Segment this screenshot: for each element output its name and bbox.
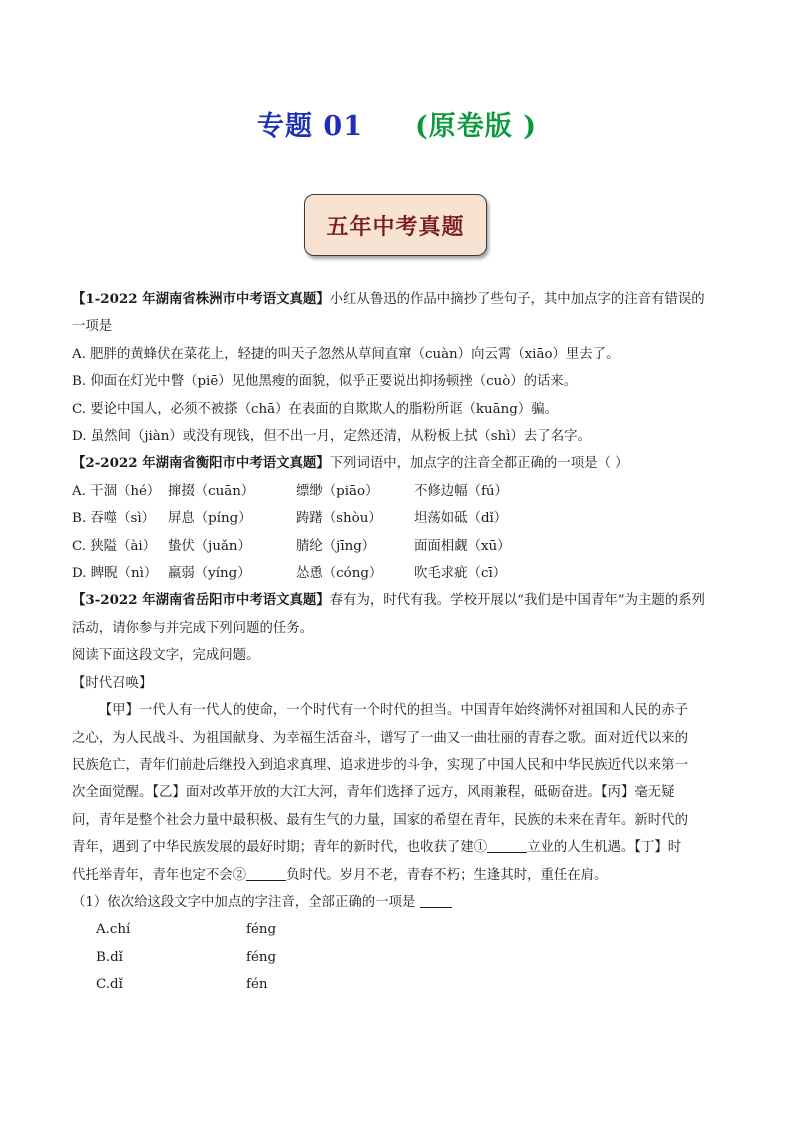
q2-cell: 不修边幅（fú） — [414, 483, 508, 499]
q1-stem — [72, 286, 724, 313]
q3-section-heading: 【时代召唤】 — [72, 675, 153, 691]
q1-source: 【1-2022 年湖南省株洲市中考语文真题】 — [72, 291, 330, 307]
q2-cell: 撺掇（cuān） — [168, 483, 255, 499]
section-badge: 五年中考真题 — [304, 194, 487, 256]
q3-instruction: 阅读下面这段文字，完成问题。 — [72, 648, 260, 664]
title-main: 专题 01 — [257, 111, 364, 142]
q2-cell: 坦荡如砥（dǐ） — [414, 511, 508, 527]
q2-source: 【2-2022 年湖南省衡阳市中考语文真题】 — [72, 455, 330, 472]
passage-line: 【甲】一代人有一代人的使命，一个时代有一个时代的担当。中国青年始终满怀对祖国和人民的赤子 — [98, 703, 688, 719]
q2-cell: 缥缈（piāo） — [296, 483, 379, 499]
passage-line — [72, 834, 724, 861]
answer-blank[interactable] — [420, 892, 452, 908]
q2-cell: 屏息（píng） — [168, 511, 252, 527]
answer-option-b — [72, 944, 724, 971]
passage-line: 之心，为人民战斗、为祖国献身、为幸福生活奋斗，谱写了一曲又一曲壮丽的青春之歌。面对近代以来的 — [72, 730, 688, 746]
answer-option-value: féng — [246, 922, 277, 938]
passage-line — [72, 862, 724, 889]
q2-cell: 踌躇（shòu） — [296, 511, 382, 527]
passage-text: 立业的人生机遇。【丁】时 — [527, 840, 682, 856]
answer-option-c — [72, 971, 724, 998]
answer-option-label: B.dǐ — [96, 949, 123, 965]
q2-cell: 吹毛求疵（cī） — [414, 566, 507, 582]
q1-option-a: A. 肥胖的黄蜂伏在菜花上，轻捷的叫天子忽然从草间直窜（cuàn）向云霄（xiāo）里去了。 — [72, 346, 620, 362]
q3-source: 【3-2022 年湖南省岳阳市中考语文真题】 — [72, 592, 330, 609]
q2-cell: 面面相觑（xū） — [414, 538, 511, 554]
q3-stem-cont: 活动，请你参与并完成下列问题的任务。 — [72, 620, 314, 636]
q3-subquestion — [72, 889, 724, 916]
answer-option-a — [72, 916, 724, 943]
q2-option-row-c — [72, 533, 724, 560]
q2-cell: A. 干涸（hé） — [72, 483, 161, 499]
answer-option-label: A.chí — [96, 922, 131, 938]
answer-option-label: C.dǐ — [96, 977, 123, 993]
q1-option-b: B. 仰面在灯光中瞥（piē）见他黑瘦的面貌，似乎正要说出抑扬顿挫（cuò）的话来。 — [72, 374, 578, 390]
passage-text: 青年，遇到了中华民族发展的最好时期；青年的新时代，也收获了建① — [72, 840, 488, 856]
q2-cell: 蛰伏（juǎn） — [168, 538, 251, 554]
q2-stem — [72, 450, 724, 477]
document-body — [72, 286, 724, 999]
q2-cell: 羸弱（yíng） — [168, 566, 251, 582]
q3-stem-text: 春有为，时代有我。学校开展以“我们是中国青年”为主题的系列 — [329, 593, 705, 609]
q2-cell: B. 吞噬（sì） — [72, 511, 156, 527]
q2-cell: C. 狭隘（ài） — [72, 538, 157, 554]
fill-blank-2[interactable] — [246, 865, 286, 881]
passage-line: 问，青年是整个社会力量中最积极、最有生气的力量，国家的希望在青年，民族的未来在青年。新时代的 — [72, 812, 688, 828]
q3-stem — [72, 587, 724, 614]
q2-cell: D. 睥睨（nì） — [72, 566, 158, 582]
page-title — [0, 104, 794, 143]
title-sub: (原卷版 ) — [415, 111, 537, 142]
subquestion-text: （1）依次给这段文字中加点的字注音，全部正确的一项是 — [72, 894, 420, 910]
q2-cell: 怂恿（cóng） — [296, 566, 383, 582]
q2-option-row-d — [72, 560, 724, 587]
passage-text: 代托举青年，青年也定不会② — [72, 867, 247, 883]
q1-stem-cont: 一项是 — [72, 319, 113, 335]
q2-option-row-a — [72, 478, 724, 505]
passage-text: 负时代。岁月不老，青春不朽；生逢其时，重任在肩。 — [286, 867, 608, 883]
q2-stem-text: 下列词语中，加点字的注音全都正确的一项是（ ） — [329, 456, 629, 472]
q1-option-d: D. 虽然间（jiàn）或没有现钱，但不出一月，定然还清，从粉板上拭（shì）去了名字。 — [72, 429, 591, 445]
q1-stem-text: 小红从鲁迅的作品中摘抄了些句子，其中加点字的注音有错误的 — [329, 292, 705, 307]
answer-option-value: féng — [246, 949, 277, 965]
answer-option-value: fén — [246, 977, 268, 993]
q2-option-row-b — [72, 505, 724, 532]
q2-cell: 腈纶（jīng） — [296, 538, 376, 554]
q1-option-c: C. 要论中国人，必须不被搽（chā）在表面的自欺欺人的脂粉所诓（kuāng）骗。 — [72, 401, 559, 417]
passage-line: 民族危亡，青年们前赴后继投入到追求真理、追求进步的斗争，实现了中国人民和中华民族近代以来第一 — [72, 757, 688, 773]
fill-blank-1[interactable] — [487, 837, 527, 853]
passage-line: 次全面觉醒。【乙】面对改革开放的大江大河，青年们选择了远方，风雨兼程，砥砺奋进。【丙】毫无疑 — [72, 785, 675, 801]
